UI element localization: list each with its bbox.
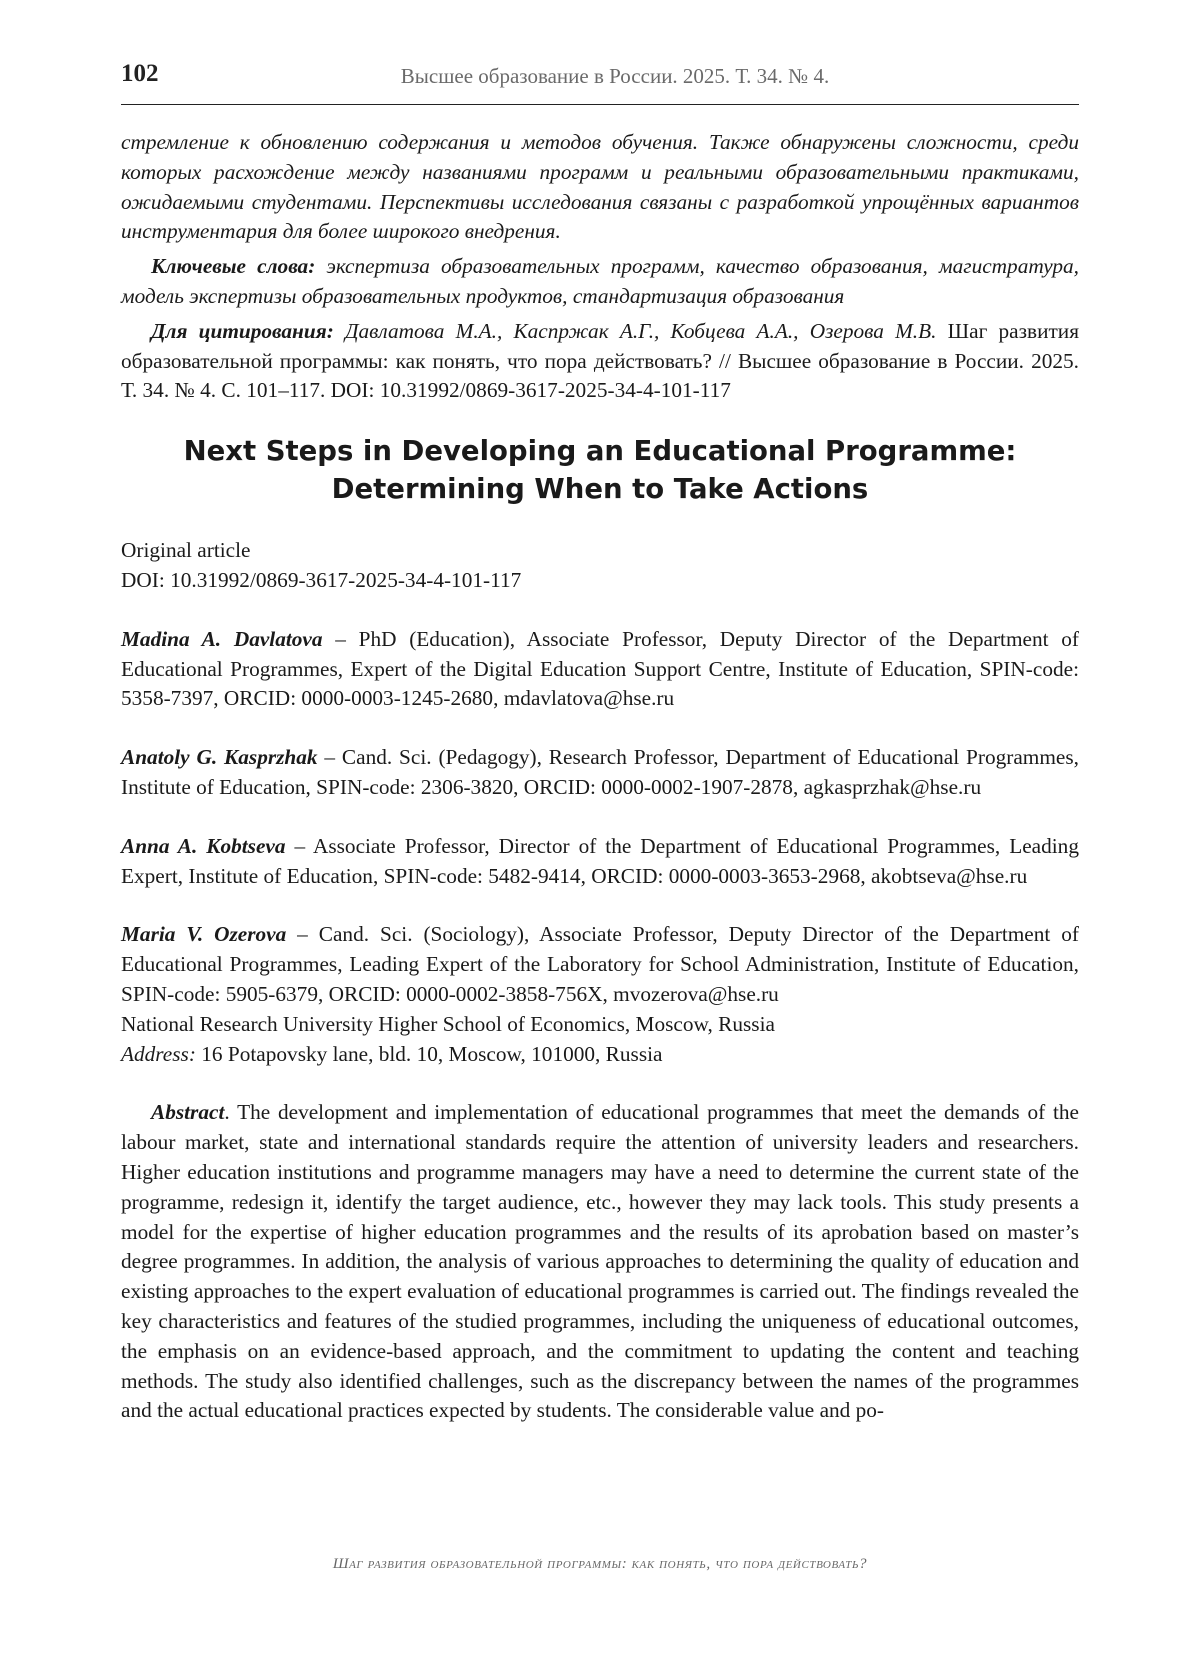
citation-authors: Давлатова М.А., Каспржак А.Г., Кобцева А.А., Озерова М.В. [333, 318, 937, 343]
author-name: Anatoly G. Kasprzhak [121, 745, 318, 770]
author-info: – Cand. Sci. (Sociology), Associate Professor, Deputy Director of the Department of Educational Programmes, Leading Expert of the Laboratory for School Administration, Institute of Education, SPIN-code: 5905-6379, ORCID: 0000-0002-3858-756X, mvozerova@hse.ru [121, 922, 1079, 1006]
author-info: – Cand. Sci. (Pedagogy), Research Professor, Department of Educational Programmes, Institute of Education, SPIN-code: 2306-3820, ORCID: 0000-0002-1907-2878, agkasprzhak@hse.ru [121, 745, 1079, 799]
page-header [121, 58, 1079, 105]
author-name: Maria V. Ozerova [121, 922, 287, 947]
title-line-2: Determining When to Take Actions [331, 473, 869, 506]
affiliation: National Research University Higher School of Economics, Moscow, Russia [121, 1011, 775, 1036]
running-title: Шаг развития образовательной программы: как понять, что пора действовать? [332, 1556, 868, 1572]
author-entry [121, 625, 1079, 714]
article-type: Original article [121, 538, 251, 563]
address-label: Address: [121, 1041, 196, 1066]
author-info: – PhD (Education), Associate Professor, Deputy Director of the Department of Educational Programmes, Expert of the Digital Education Support Centre, Institute of Education, SPIN-code: 5358-7397, ORCID: 0000-0003-1245-2680, mdavlatova@hse.ru [121, 626, 1079, 711]
keywords-label: Ключевые слова: [151, 254, 316, 279]
journal-title: Высшее образование в России. 2025. Т. 34. № 4. [400, 64, 830, 88]
abstract-text: . The development and implementation of educational programmes that meet the demands of the labour market, state and international standards require the attention of university leaders and researchers. Higher education institutions and programme managers may have a need to determine the current state of the programme, redesign it, identify the target audience, etc., however they may lack tools. This study presents a model for the expertise of higher education programmes and the results of its aprobation based on master’s degree programmes. In addition, the analysis of various approaches to determining the quality of education and existing approaches to the expert evaluation of educational programmes is carried out. The findings revealed the key characteristics and features of the studied programmes, including the uniqueness of educational outcomes, the emphasis on an evidence-based approach, and the commitment to updating the content and teaching methods. The study also identified challenges, such as the discrepancy between the names of the programmes and the actual educational practices expected by students. The considerable value and po- [121, 1100, 1079, 1423]
address-text: 16 Potapovsky lane, bld. 10, Moscow, 101000, Russia [195, 1041, 663, 1066]
abstract [121, 1098, 1079, 1426]
article-title [121, 432, 1079, 508]
address [121, 1040, 1079, 1070]
author-entry [121, 743, 1079, 803]
author-entry [121, 920, 1079, 1009]
author-entry [121, 832, 1079, 892]
author-name: Anna A. Kobtseva [121, 833, 286, 858]
article-doi: DOI: 10.31992/0869-3617-2025-34-4-101-117 [121, 567, 522, 592]
citation-label: Для цитирования: [151, 318, 334, 343]
abstract-label: Abstract [151, 1100, 225, 1125]
author-name: Madina A. Davlatova [121, 626, 323, 651]
author-info: – Associate Professor, Director of the Department of Educational Programmes, Leading Expert, Institute of Education, SPIN-code: 5482-9414, ORCID: 0000-0003-3653-2968, akobtseva@hse.ru [121, 833, 1079, 888]
title-line-1: Next Steps in Developing an Educational Programme: [183, 435, 1017, 468]
page-number: 102 [121, 60, 159, 87]
ru-citation [121, 317, 1079, 406]
article-meta [121, 536, 1079, 596]
article-body [121, 128, 1079, 1426]
keywords-text: экспертиза образовательных программ, качество образования, магистратура, модель экспертизы образовательных продуктов, стандартизация образования [121, 254, 1079, 308]
ru-abstract-tail: стремление к обновлению содержания и методов обучения. Также обнаружены сложности, среди которых расхождение между названиями программ и реальными образовательными практиками, ожидаемыми студентами. Перспективы исследования связаны с разработкой упрощённых вариантов инструментария для более широкого внедрения. [121, 130, 1079, 244]
citation-text: Шаг развития образовательной программы: как понять, что пора действовать? // Высшее образование в России. 2025. Т. 34. № 4. С. 101–117. DOI: 10.31992/0869-3617-2025-34-4-101-117 [121, 318, 1079, 403]
ru-keywords [121, 252, 1079, 312]
